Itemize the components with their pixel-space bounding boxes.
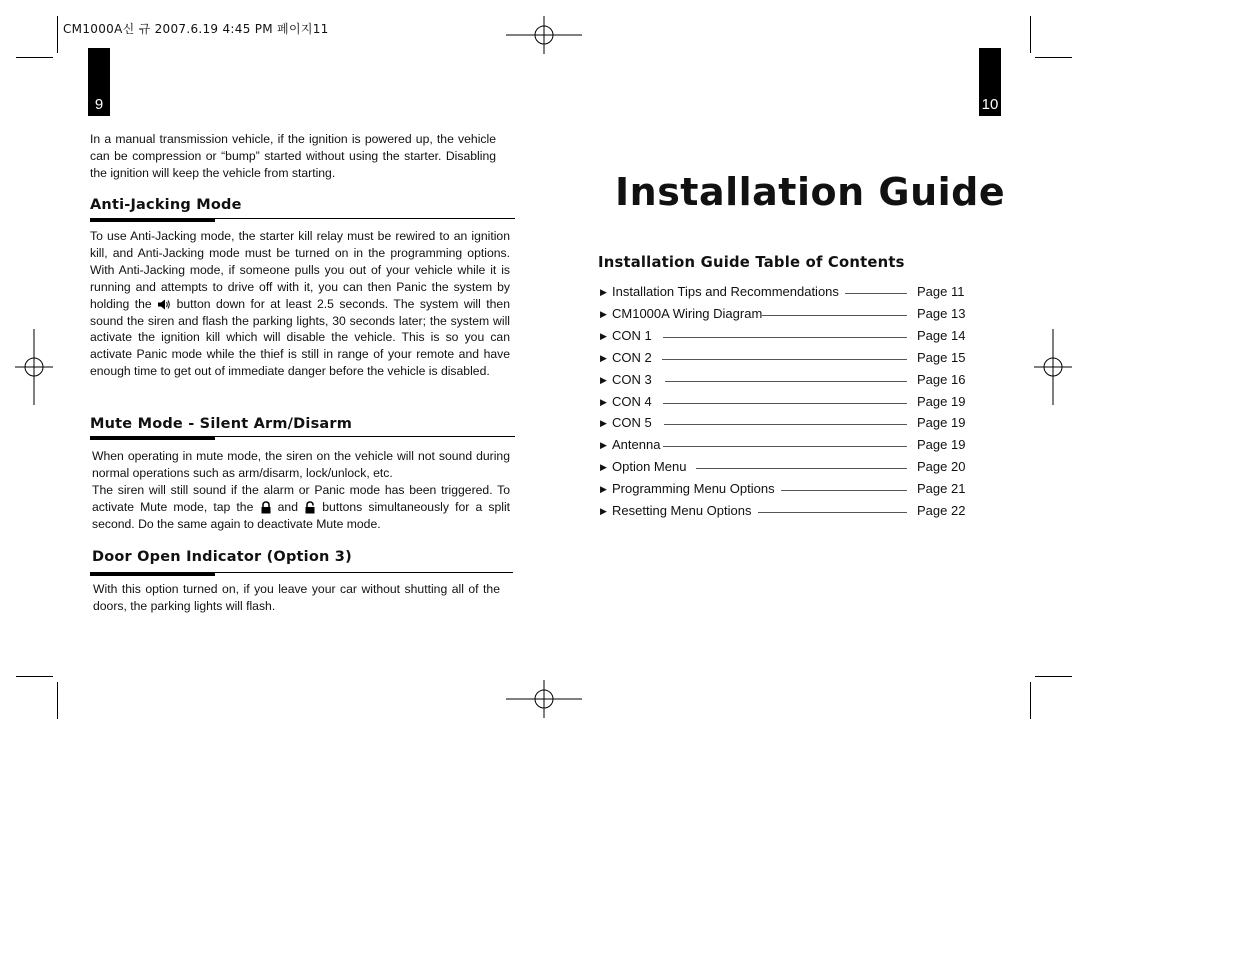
crop-mark xyxy=(16,57,53,58)
page-number: 9 xyxy=(94,96,104,113)
arrow-right-icon: ▶ xyxy=(600,308,607,319)
arrow-right-icon: ▶ xyxy=(600,484,607,495)
section-heading: Anti-Jacking Mode xyxy=(90,197,242,213)
toc-entry xyxy=(600,350,965,370)
intro-paragraph xyxy=(90,131,496,182)
arrow-right-icon: ▶ xyxy=(600,396,607,407)
toc-entry-label: Resetting Menu Options xyxy=(612,503,752,518)
mute-mode-text-3: buttons simultaneously for a split second. Do the same again to deactivate Mute mode. xyxy=(92,499,511,531)
toc-entry-label: Programming Menu Options xyxy=(612,481,775,497)
toc-entry xyxy=(600,306,965,326)
lock-icon xyxy=(260,501,272,514)
toc-leader-line xyxy=(696,468,907,469)
arrow-right-icon: ▶ xyxy=(600,462,607,473)
toc-leader-line xyxy=(781,490,907,491)
anti-jacking-paragraph xyxy=(90,228,510,380)
arrow-right-icon: ▶ xyxy=(600,352,607,363)
heading-bar xyxy=(90,572,215,576)
crop-mark xyxy=(1035,676,1072,677)
toc-entry-page: Page 19 xyxy=(917,437,966,453)
page-number: 10 xyxy=(981,96,999,113)
toc-entry-label: Antenna xyxy=(612,437,661,453)
toc-entry xyxy=(600,328,965,348)
anti-jacking-text: To use Anti-Jacking mode, the starter kill relay must be rewired to an ignition kill, and Anti-Jacking mode must be turned on in the programming options. With Anti-Jacking mode, if someone pulls you out of your vehicle while it is running and attempts to drive off with it, you can then Panic the system by holding the xyxy=(90,229,510,311)
arrow-right-icon: ▶ xyxy=(600,287,607,297)
toc-leader-line xyxy=(758,512,907,513)
toc-heading: Installation Guide Table of Contents xyxy=(598,254,905,271)
toc-leader-line xyxy=(663,446,907,447)
toc-entry-page: Page 14 xyxy=(917,327,966,343)
anti-jacking-text-cont: button down for at least 2.5 seconds. The system will then sound the siren and flash the parking lights, 30 seconds later; the system will activate the ignition kill which will disable the vehicle. This is so you can activate Panic mode while the thief is still in range of your remote and have enough time to get out of immediate danger before the vehicle is disabled. xyxy=(90,296,510,379)
arrow-right-icon: ▶ xyxy=(600,506,607,516)
crop-mark xyxy=(1030,682,1031,719)
toc-entry-label: Installation Tips and Recommendations xyxy=(612,284,839,299)
crop-mark xyxy=(57,682,58,719)
crop-mark xyxy=(57,16,58,53)
toc-entry xyxy=(600,481,965,501)
arrow-right-icon: ▶ xyxy=(600,374,607,385)
section-heading: Door Open Indicator (Option 3) xyxy=(92,549,352,565)
toc-entry-page: Page 19 xyxy=(917,415,966,431)
page-number-tab xyxy=(88,48,110,116)
intro-text: In a manual transmission vehicle, if the ignition is powered up, the vehicle can be compression or “bump” started without using the starter. Disabling the ignition will keep the vehicle from starting. xyxy=(90,132,496,180)
toc-entry xyxy=(600,437,965,457)
page-number-tab xyxy=(979,48,1001,116)
mute-mode-and: and xyxy=(277,499,298,514)
crop-mark xyxy=(1035,57,1072,58)
toc-entry xyxy=(600,503,965,523)
toc-leader-line xyxy=(662,359,907,360)
door-open-paragraph xyxy=(93,581,500,615)
toc-entry-label: CON 2 xyxy=(612,349,652,365)
toc-entry-page: Page 22 xyxy=(917,503,966,518)
toc-entry-page: Page 20 xyxy=(917,459,966,475)
toc-entry xyxy=(600,459,965,479)
toc-leader-line xyxy=(665,381,907,382)
mute-mode-text-1: When operating in mute mode, the siren on the vehicle will not sound during normal operations such as arm/disarm, lock/unlock, etc. xyxy=(92,449,510,480)
registration-mark xyxy=(506,680,582,718)
toc-entry-page: Page 11 xyxy=(917,284,965,299)
unlock-icon xyxy=(304,501,316,514)
page-title: Installation Guide xyxy=(615,170,1006,214)
arrow-right-icon: ▶ xyxy=(600,330,607,341)
mute-mode-text-2: The siren will still sound if the alarm or Panic mode has been triggered. To activate Mute mode, tap the xyxy=(92,482,510,514)
toc-entry-page: Page 16 xyxy=(917,371,966,387)
toc-leader-line xyxy=(845,293,907,294)
door-open-text: With this option turned on, if you leave your car without shutting all of the doors, the parking lights will flash. xyxy=(93,582,500,613)
toc-entry-page: Page 19 xyxy=(917,393,966,409)
mute-mode-paragraph xyxy=(92,448,510,533)
arrow-right-icon: ▶ xyxy=(600,440,607,451)
toc-leader-line xyxy=(663,403,907,404)
toc-entry xyxy=(600,415,965,435)
toc-entry-label: CON 4 xyxy=(612,393,652,409)
heading-bar xyxy=(90,436,215,440)
toc-entry xyxy=(600,372,965,392)
toc-entry xyxy=(600,394,965,414)
arrow-right-icon: ▶ xyxy=(600,418,607,429)
registration-mark xyxy=(1034,329,1072,405)
toc-leader-line xyxy=(762,315,907,316)
crop-mark xyxy=(1030,16,1031,53)
toc-leader-line xyxy=(663,337,907,338)
toc-leader-line xyxy=(664,424,907,425)
heading-bar xyxy=(90,218,215,222)
toc-entry-label: CON 5 xyxy=(612,415,652,431)
toc-entry-page: Page 15 xyxy=(917,349,966,365)
toc-entry-page: Page 21 xyxy=(917,481,966,497)
print-slug: CM1000A신 규 2007.6.19 4:45 PM 페이지11 xyxy=(63,22,329,36)
toc-entry xyxy=(600,284,965,304)
speaker-icon xyxy=(157,299,171,310)
section-heading: Mute Mode - Silent Arm/Disarm xyxy=(90,416,353,432)
toc-entry-label: CM1000A Wiring Diagram xyxy=(612,305,763,321)
registration-mark xyxy=(15,329,53,405)
toc-entry-page: Page 13 xyxy=(917,305,966,321)
toc-entry-label: CON 1 xyxy=(612,327,652,343)
toc-entry-label: CON 3 xyxy=(612,371,652,387)
crop-mark xyxy=(16,676,53,677)
toc-entry-label: Option Menu xyxy=(612,459,687,475)
registration-mark xyxy=(506,16,582,54)
